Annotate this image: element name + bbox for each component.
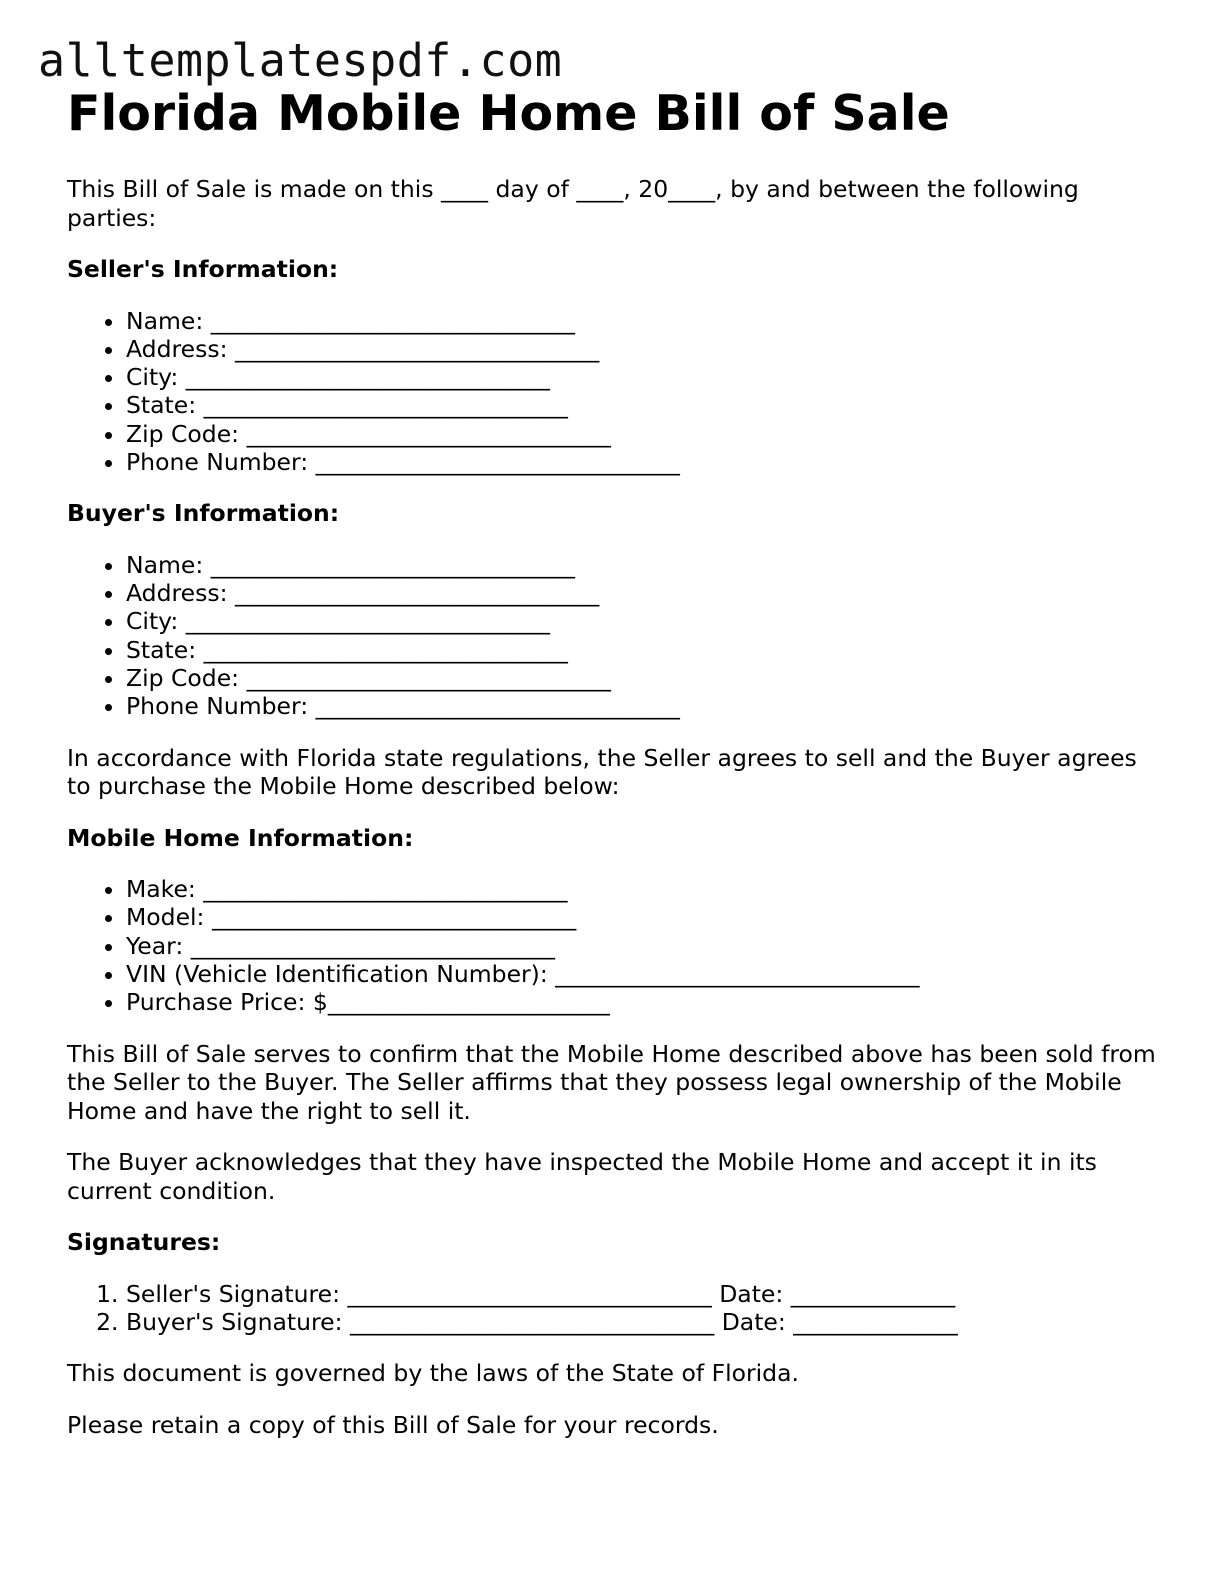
buyer-address-field: • Address: _______________________________ [126, 579, 1167, 607]
seller-state-field: • State: _______________________________ [126, 391, 1167, 419]
buyer-zip-field: • Zip Code: _______________________________ [126, 664, 1167, 692]
document-body [67, 86, 1167, 1462]
governing-law-paragraph: This document is governed by the laws of the State of Florida. [67, 1359, 799, 1388]
mobile-home-fields-list [67, 875, 1167, 1016]
seller-phone-field: • Phone Number: _______________________________ [126, 448, 1167, 476]
seller-signature-line: 1. Seller's Signature: _______________________________ Date: ______________ [126, 1280, 1167, 1308]
buyer-state-field: • State: _______________________________ [126, 636, 1167, 664]
buyer-phone-field: • Phone Number: _______________________________ [126, 692, 1167, 720]
mobile-home-vin-field: • VIN (Vehicle Identification Number): _______________________________ [126, 960, 1167, 988]
signatures-heading: Signatures: [67, 1228, 221, 1257]
seller-fields-list [67, 307, 1167, 477]
document-title: Florida Mobile Home Bill of Sale [67, 85, 950, 142]
confirmation-paragraph: This Bill of Sale serves to confirm that the Mobile Home described above has been sold from the Seller to the Buyer. The Seller affirms that they possess legal ownership of the Mobile Home and have the right to sell it. [67, 1039, 1156, 1125]
mobile-home-make-field: • Make: _______________________________ [126, 875, 1167, 903]
seller-zip-field: • Zip Code: _______________________________ [126, 420, 1167, 448]
watermark: alltemplatespdf.com [38, 34, 563, 87]
mobile-home-price-field: • Purchase Price: $________________________ [126, 988, 1167, 1016]
seller-heading: Seller's Information: [67, 255, 339, 283]
buyer-name-field: • Name: _______________________________ [126, 551, 1167, 579]
buyer-heading: Buyer's Information: [67, 499, 340, 528]
seller-address-field: • Address: _______________________________ [126, 335, 1167, 363]
seller-city-field: • City: _______________________________ [126, 363, 1167, 391]
buyer-city-field: • City: _______________________________ [126, 607, 1167, 635]
agreement-paragraph: In accordance with Florida state regulations, the Seller agrees to sell and the Buyer agrees to purchase the Mobile Home described below: [67, 743, 1137, 801]
acknowledgement-paragraph: The Buyer acknowledges that they have inspected the Mobile Home and accept it in its current condition. [67, 1148, 1097, 1205]
buyer-fields-list [67, 551, 1167, 721]
retain-notice-paragraph: Please retain a copy of this Bill of Sale for your records. [67, 1410, 719, 1439]
signatures-list [67, 1280, 1167, 1337]
mobile-home-year-field: • Year: _______________________________ [126, 932, 1167, 960]
buyer-signature-line: 2. Buyer's Signature: _______________________________ Date: ______________ [126, 1308, 1167, 1336]
intro-paragraph: This Bill of Sale is made on this ____ day of ____, 20____, by and between the following parties: [67, 175, 1079, 232]
mobile-home-model-field: • Model: _______________________________ [126, 903, 1167, 931]
seller-name-field: • Name: _______________________________ [126, 307, 1167, 335]
mobile-home-heading: Mobile Home Information: [67, 823, 414, 852]
